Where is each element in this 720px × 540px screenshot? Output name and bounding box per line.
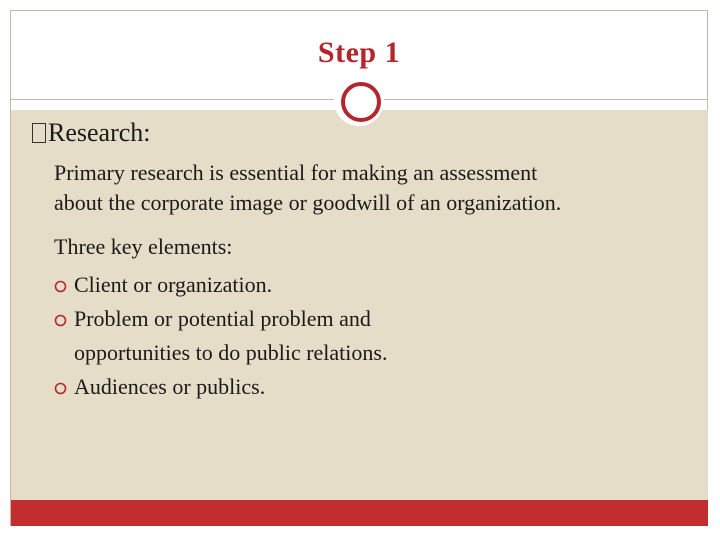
list-item-text: Audiences or publics. — [74, 374, 266, 399]
section-heading-text: Research: — [48, 118, 151, 147]
circle-outline-icon — [54, 382, 67, 395]
list-item-text: Problem or potential problem and — [74, 306, 371, 331]
paragraph-line: about the corporate image or goodwill of an organization. — [54, 190, 562, 215]
slide-title: Step 1 — [317, 36, 401, 69]
list-item — [54, 268, 694, 302]
paragraph-line: Primary research is essential for making an assessment — [54, 160, 538, 185]
elements-subheading: Three key elements: — [54, 234, 233, 259]
circle-outline-icon — [54, 314, 67, 327]
list-item-text: Client or organization. — [74, 272, 273, 297]
divider-circle-icon — [341, 82, 381, 122]
elements-list — [54, 268, 694, 404]
section-heading — [32, 118, 151, 148]
circle-outline-icon — [54, 280, 67, 293]
intro-paragraph — [54, 158, 694, 218]
footer-bar — [11, 500, 708, 526]
list-item — [54, 370, 694, 404]
list-item-continuation — [54, 336, 694, 370]
missing-glyph-icon — [32, 123, 46, 143]
list-item — [54, 302, 694, 336]
list-item-text: opportunities to do public relations. — [74, 340, 388, 365]
